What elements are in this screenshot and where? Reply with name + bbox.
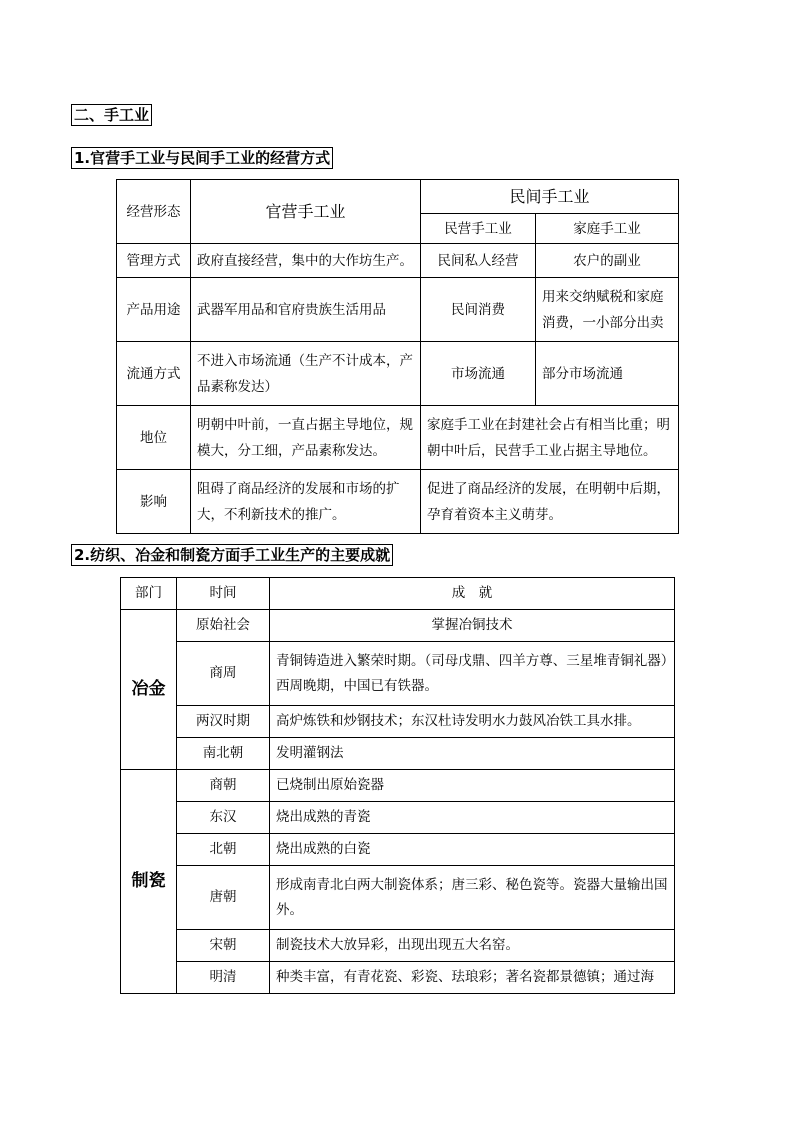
cell-family: 农户的副业: [536, 244, 679, 278]
header-folk: 民间手工业: [421, 180, 679, 214]
cell-private: 民间私人经营: [421, 244, 536, 278]
cell-time: 原始社会: [177, 610, 270, 642]
table-row: [121, 642, 675, 706]
header-time: 时间: [177, 578, 270, 610]
cell-time: 北朝: [177, 834, 270, 866]
table-row: [117, 278, 679, 342]
header-form: 经营形态: [117, 180, 191, 244]
header-dept: 部门: [121, 578, 177, 610]
cell-achievement: 已烧制出原始瓷器: [270, 770, 675, 802]
row-label: 影响: [117, 470, 191, 534]
row-label: 地位: [117, 406, 191, 470]
cell-achievement: 青铜铸造进入繁荣时期。（司母戊鼎、四羊方尊、三星堆青铜礼器）西周晚期，中国已有铁器。: [270, 642, 675, 706]
header-official: 官营手工业: [191, 180, 421, 244]
cell-achievement: 制瓷技术大放异彩，出现出现五大名窑。: [270, 930, 675, 962]
table-row: [117, 342, 679, 406]
cell-family: 用来交纳赋税和家庭消费，一小部分出卖: [536, 278, 679, 342]
table-row: [121, 866, 675, 930]
cell-private: 市场流通: [421, 342, 536, 406]
cell-time: 两汉时期: [177, 706, 270, 738]
table-row: [117, 244, 679, 278]
row-label: 流通方式: [117, 342, 191, 406]
header-folk-private: 民营手工业: [421, 214, 536, 244]
cell-achievement: 发明灌钢法: [270, 738, 675, 770]
cell-achievement: 掌握冶铜技术: [270, 610, 675, 642]
cell-folk: 家庭手工业在封建社会占有相当比重；明朝中叶后，民营手工业占据主导地位。: [421, 406, 679, 470]
table-row: [121, 738, 675, 770]
table-row: [121, 930, 675, 962]
header-folk-family: 家庭手工业: [536, 214, 679, 244]
table-row: [121, 770, 675, 802]
cell-time: 唐朝: [177, 866, 270, 930]
cell-time: 东汉: [177, 802, 270, 834]
cell-private: 民间消费: [421, 278, 536, 342]
cell-achievement: 烧出成熟的白瓷: [270, 834, 675, 866]
cell-official: 政府直接经营，集中的大作坊生产。: [191, 244, 421, 278]
cell-official: 武器军用品和官府贵族生活用品: [191, 278, 421, 342]
cell-folk: 促进了商品经济的发展，在明朝中后期，孕育着资本主义萌芽。: [421, 470, 679, 534]
header-achievement: 成 就: [270, 578, 675, 610]
cell-achievement: 形成南青北白两大制瓷体系；唐三彩、秘色瓷等。瓷器大量输出国外。: [270, 866, 675, 930]
management-table: [116, 179, 679, 534]
dept-metallurgy: 冶金: [121, 610, 177, 770]
table-row: [121, 834, 675, 866]
subsection-heading-management: 1.官营手工业与民间手工业的经营方式: [71, 147, 333, 169]
table-row: [121, 802, 675, 834]
cell-time: 南北朝: [177, 738, 270, 770]
subsection-heading-achievements: 2.纺织、冶金和制瓷方面手工业生产的主要成就: [71, 544, 393, 566]
cell-time: 明清: [177, 962, 270, 994]
cell-official: 阻碍了商品经济的发展和市场的扩大，不利新技术的推广。: [191, 470, 421, 534]
table-row: [117, 406, 679, 470]
cell-achievement: 种类丰富，有青花瓷、彩瓷、珐琅彩；著名瓷都景德镇；通过海: [270, 962, 675, 994]
table-row: [121, 962, 675, 994]
table-row: [121, 706, 675, 738]
cell-official: 明朝中叶前，一直占据主导地位，规模大，分工细，产品素称发达。: [191, 406, 421, 470]
cell-achievement: 烧出成熟的青瓷: [270, 802, 675, 834]
cell-official: 不进入市场流通（生产不计成本，产品素称发达）: [191, 342, 421, 406]
cell-time: 商周: [177, 642, 270, 706]
cell-achievement: 高炉炼铁和炒钢技术；东汉杜诗发明水力鼓风冶铁工具水排。: [270, 706, 675, 738]
achievements-table: [120, 577, 675, 994]
cell-time: 商朝: [177, 770, 270, 802]
dept-porcelain: 制瓷: [121, 770, 177, 994]
cell-time: 宋朝: [177, 930, 270, 962]
row-label: 产品用途: [117, 278, 191, 342]
table-row: [121, 610, 675, 642]
row-label: 管理方式: [117, 244, 191, 278]
cell-family: 部分市场流通: [536, 342, 679, 406]
section-heading: 二、手工业: [71, 104, 152, 126]
table-row: [117, 470, 679, 534]
